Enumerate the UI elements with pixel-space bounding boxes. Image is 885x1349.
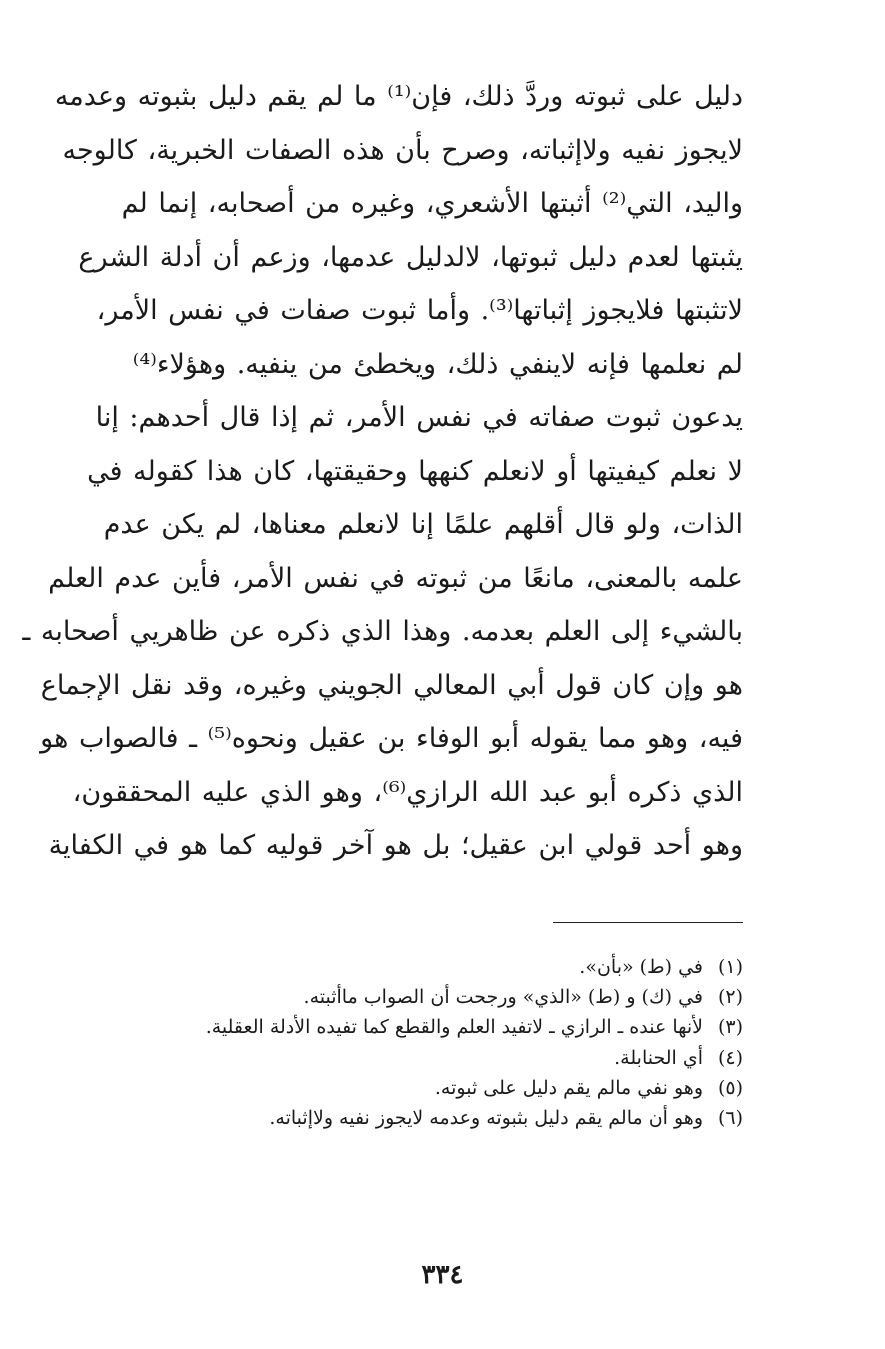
footnote-text: وهو نفي مالم يقم دليل على ثبوته. xyxy=(434,1076,703,1099)
text-line: لا نعلم كيفيتها أو لانعلم كنهها وحقيقتها، كان هذا كقوله في xyxy=(87,455,743,487)
footnote-item xyxy=(143,1012,743,1042)
footnote-text: أي الحنابلة. xyxy=(614,1046,703,1069)
footnote-text: في (ط) «بأن». xyxy=(579,956,703,978)
footnote-item xyxy=(143,952,743,982)
footnote-item xyxy=(143,1103,743,1133)
text-line: علمه بالمعنى، مانعًا من ثبوته في نفس الأمر، فأين عدم العلم xyxy=(48,562,743,594)
footnote-number: (٤) xyxy=(717,1046,743,1069)
text-line: بالشيء إلى العلم بعدمه. وهذا الذي ذكره عن ظاهريي أصحابه ـ xyxy=(22,616,743,647)
text-line: وهو أحد قولي ابن عقيل؛ بل هو آخر قوليه كما هو في الكفاية xyxy=(48,830,743,861)
text-line: لاتثبتها فلايجوز إثباتها⁽³⁾. وأما ثبوت صفات في نفس الأمر، xyxy=(96,295,743,326)
text-line: هو وإن كان قول أبي المعالي الجويني وغيره، وقد نقل الإجماع xyxy=(40,669,743,701)
footnote-text: في (ك) و (ط) «الذي» ورجحت أن الصواب ماأثبته. xyxy=(303,986,703,1009)
text-line: الذات، ولو قال أقلهم علمًا إنا لانعلم معناها، لم يكن عدم xyxy=(103,509,743,540)
text-line: لايجوز نفيه ولاإثباته، وصرح بأن هذه الصفات الخبرية، كالوجه xyxy=(62,134,743,166)
footnote-number: (٦) xyxy=(717,1106,743,1129)
text-line: يثبتها لعدم دليل ثبوتها، لالدليل عدمها، وزعم أن أدلة الشرع xyxy=(78,241,743,273)
text-line: دليل على ثبوته وردَّ ذلك، فإن⁽¹⁾ ما لم يقم دليل بثبوته وعدمه xyxy=(54,81,743,112)
footnote-number: (١) xyxy=(717,956,743,978)
footnote-number: (٣) xyxy=(717,1016,743,1039)
footnote-number: (٢) xyxy=(717,986,743,1009)
footnotes xyxy=(143,952,743,1133)
text-line: واليد، التي⁽²⁾ أثبتها الأشعري، وغيره من أصحابه، إنما لم xyxy=(121,188,743,219)
page-number: ٣٣٤ xyxy=(421,1260,464,1290)
text-line: فيه، وهو مما يقوله أبو الوفاء بن عقيل ونحوه⁽⁵⁾ ـ فالصواب هو xyxy=(40,723,743,754)
footnote-text: لأنها عنده ـ الرازي ـ لاتفيد العلم والقطع كما تفيده الأدلة العقلية. xyxy=(205,1016,703,1039)
main-text xyxy=(22,70,743,873)
footnote-item xyxy=(143,982,743,1012)
text-line: لم نعلمها فإنه لاينفي ذلك، ويخطئ من ينفيه. وهؤلاء⁽⁴⁾ xyxy=(132,348,743,380)
footnote-item xyxy=(143,1073,743,1103)
footnote-item xyxy=(143,1043,743,1073)
footnote-text: وهو أن مالم يقم دليل بثبوته وعدمه لايجوز نفيه ولاإثباته. xyxy=(269,1106,703,1129)
text-line: الذي ذكره أبو عبد الله الرازي⁽⁶⁾، وهو الذي عليه المحققون، xyxy=(72,776,743,808)
footnote-number: (٥) xyxy=(717,1076,743,1099)
text-line: يدعون ثبوت صفاته في نفس الأمر، ثم إذا قال أحدهم: إنا xyxy=(95,402,743,433)
footnote-divider xyxy=(553,922,743,923)
